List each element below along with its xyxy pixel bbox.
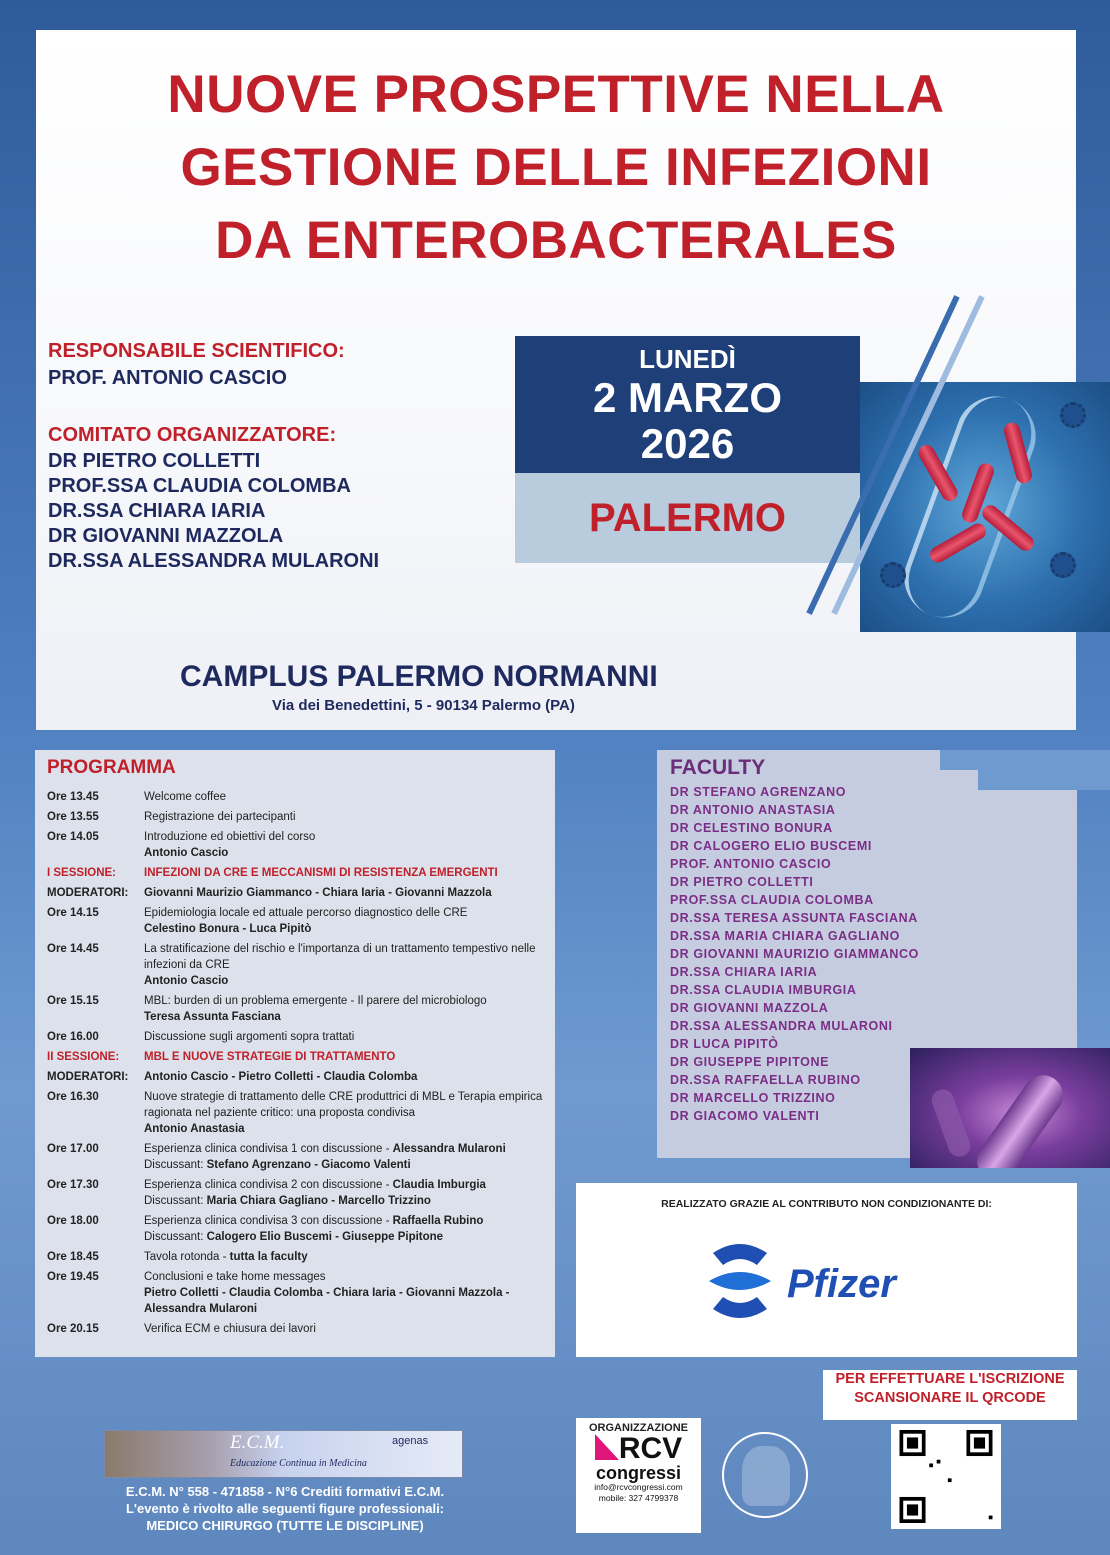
row-text: Giovanni Maurizio Giammanco - Chiara Iaria - Giovanni Mazzola xyxy=(144,887,492,899)
row-speaker: tutta la faculty xyxy=(229,1251,308,1263)
row-time: MODERATORI: xyxy=(47,887,129,899)
comitato-member: DR.SSA ALESSANDRA MULARONI xyxy=(48,550,380,572)
row-text: Conclusioni e take home messages xyxy=(144,1271,326,1283)
rcv-triangle-icon xyxy=(595,1434,619,1460)
city-box: PALERMO xyxy=(515,473,860,563)
row-text: Nuove strategie di trattamento delle CRE produttrici di MBL e Terapia empirica ragionata nel paziente critico: una proposta condivisa xyxy=(144,1091,543,1119)
faculty-member: PROF.SSA CLAUDIA COLOMBA xyxy=(670,893,874,907)
comitato-list xyxy=(48,449,379,574)
row-time: Ore 18.45 xyxy=(47,1251,99,1263)
row-discussant-label: Discussant: xyxy=(144,1159,207,1171)
title-line-2: GESTIONE DELLE INFEZIONI xyxy=(180,138,932,197)
row-time: II SESSIONE: xyxy=(47,1051,120,1063)
faculty-member: DR ANTONIO ANASTASIA xyxy=(670,803,836,817)
programma-row xyxy=(47,941,552,989)
faculty-member: DR.SSA ALESSANDRA MULARONI xyxy=(670,1019,893,1033)
row-time: Ore 14.45 xyxy=(47,943,99,955)
pfizer-logo xyxy=(705,1233,935,1328)
programma-rows xyxy=(47,789,552,1341)
row-speaker: Teresa Assunta Fasciana xyxy=(144,1011,281,1023)
title-line-3: DA ENTEROBACTERALES xyxy=(215,211,897,270)
programma-row xyxy=(47,1249,552,1265)
comitato-member: DR GIOVANNI MAZZOLA xyxy=(48,525,284,547)
comitato-member: PROF.SSA CLAUDIA COLOMBA xyxy=(48,475,351,497)
row-text: Tavola rotonda - xyxy=(144,1251,230,1263)
row-speaker: Alessandra Mularoni xyxy=(392,1143,506,1155)
virus-shape xyxy=(880,562,906,588)
faculty-member: DR MARCELLO TRIZZINO xyxy=(670,1091,836,1105)
date-year: 2026 xyxy=(640,420,735,467)
session-row xyxy=(47,865,552,881)
row-content xyxy=(144,885,552,901)
row-speaker: Celestino Bonura - Luca Pipitò xyxy=(144,923,312,935)
ecm-info xyxy=(70,1483,500,1534)
row-discussant-label: Discussant: xyxy=(144,1195,207,1207)
event-title xyxy=(36,58,1076,277)
row-time: I SESSIONE: xyxy=(47,867,117,879)
qr-code[interactable] xyxy=(891,1424,1001,1529)
ecm-info-line-3: MEDICO CHIRURGO (TUTTE LE DISCIPLINE) xyxy=(146,1518,424,1533)
faculty-member: DR.SSA RAFFAELLA RUBINO xyxy=(670,1073,861,1087)
bacterium-image xyxy=(910,1048,1110,1168)
moderators-row xyxy=(47,1069,552,1085)
programma-row xyxy=(47,1029,552,1045)
comitato-member: DR.SSA CHIARA IARIA xyxy=(48,500,266,522)
seal-figure xyxy=(742,1446,790,1506)
responsabile-name: PROF. ANTONIO CASCIO xyxy=(48,367,287,389)
row-text: Esperienza clinica condivisa 2 con discussione - xyxy=(144,1179,393,1191)
row-speaker: Raffaella Rubino xyxy=(392,1215,484,1227)
organizzazione-mobile: mobile: 327 4799378 xyxy=(598,1493,679,1503)
organizzazione-box xyxy=(576,1418,701,1533)
faculty-member: PROF. ANTONIO CASCIO xyxy=(670,857,832,871)
qr-code-icon xyxy=(897,1430,995,1523)
row-text: MBL: burden di un problema emergente - Il parere del microbiologo xyxy=(144,995,487,1007)
row-text: La stratificazione del rischio e l'importanza di un trattamento tempestivo nelle infezioni da CRE xyxy=(144,943,536,971)
row-content xyxy=(144,865,552,881)
row-speaker: Antonio Cascio xyxy=(144,975,229,987)
row-time: Ore 14.05 xyxy=(47,831,99,843)
programma-row xyxy=(47,789,552,805)
row-text: Introduzione ed obiettivi del corso xyxy=(144,831,316,843)
row-text: MBL E NUOVE STRATEGIE DI TRATTAMENTO xyxy=(144,1051,396,1063)
programma-row xyxy=(47,905,552,937)
rcv-logo xyxy=(576,1434,701,1464)
faculty-member: DR GIOVANNI MAURIZIO GIAMMANCO xyxy=(670,947,920,961)
row-text: Epidemiologia locale ed attuale percorso diagnostico delle CRE xyxy=(144,907,468,919)
row-discussants: Calogero Elio Buscemi - Giuseppe Pipitone xyxy=(206,1231,444,1243)
row-discussants: Maria Chiara Gagliano - Marcello Trizzino xyxy=(206,1195,431,1207)
row-time: Ore 17.00 xyxy=(47,1143,99,1155)
programma-row xyxy=(47,1321,552,1337)
faculty-member: DR GIUSEPPE PIPITONE xyxy=(670,1055,830,1069)
registration-line-1: PER EFFETTUARE L'ISCRIZIONE xyxy=(835,1371,1065,1387)
row-text: Esperienza clinica condivisa 3 con discussione - xyxy=(144,1215,393,1227)
programma-row xyxy=(47,1089,552,1137)
row-speaker: Antonio Anastasia xyxy=(144,1123,245,1135)
faculty-list xyxy=(670,783,919,1125)
row-text: Discussione sugli argomenti sopra trattati xyxy=(144,1031,355,1043)
programma-row xyxy=(47,809,552,825)
programma-row xyxy=(47,993,552,1025)
ecm-info-line-1: E.C.M. N° 558 - 471858 - N°6 Crediti formativi E.C.M. xyxy=(125,1484,445,1499)
ecm-logo-title: E.C.M. xyxy=(230,1432,285,1453)
row-time: MODERATORI: xyxy=(47,1071,129,1083)
row-content xyxy=(144,1141,552,1173)
agenas-logo: agenas xyxy=(392,1435,429,1447)
session-row xyxy=(47,1049,552,1065)
row-content xyxy=(144,941,552,989)
row-time: Ore 20.15 xyxy=(47,1323,99,1335)
faculty-member: DR CALOGERO ELIO BUSCEMI xyxy=(670,839,872,853)
row-content xyxy=(144,809,552,825)
faculty-member: DR LUCA PIPITÒ xyxy=(670,1037,779,1051)
title-line-1: NUOVE PROSPETTIVE NELLA xyxy=(167,65,945,124)
responsabile-label: RESPONSABILE SCIENTIFICO: xyxy=(48,340,345,362)
registration-line-2: SCANSIONARE IL QRCODE xyxy=(854,1390,1046,1406)
faculty-panel-step xyxy=(978,770,1110,790)
row-content xyxy=(144,993,552,1025)
faculty-member: DR GIOVANNI MAZZOLA xyxy=(670,1001,829,1015)
row-time: Ore 18.00 xyxy=(47,1215,99,1227)
programma-title: PROGRAMMA xyxy=(47,757,176,778)
row-content xyxy=(144,1089,552,1137)
row-text: Welcome coffee xyxy=(144,791,227,803)
organizzazione-label: ORGANIZZAZIONE xyxy=(589,1422,688,1434)
date-box xyxy=(515,336,860,473)
faculty-member: DR.SSA TERESA ASSUNTA FASCIANA xyxy=(670,911,918,925)
ecm-info-line-2: L'evento è rivolto alle seguenti figure professionali: xyxy=(125,1501,445,1516)
row-time: Ore 16.30 xyxy=(47,1091,99,1103)
sponsor-text: REALIZZATO GRAZIE AL CONTRIBUTO NON CONDIZIONANTE DI: xyxy=(661,1198,992,1210)
row-speaker: Claudia Imburgia xyxy=(392,1179,486,1191)
row-text: Esperienza clinica condivisa 1 con discussione - xyxy=(144,1143,393,1155)
row-text: INFEZIONI DA CRE E MECCANISMI DI RESISTENZA EMERGENTI xyxy=(144,867,498,879)
faculty-title: FACULTY xyxy=(670,756,766,779)
row-content xyxy=(144,1029,552,1045)
organizzazione-email[interactable]: info@rcvcongressi.com xyxy=(594,1482,683,1492)
row-time: Ore 15.15 xyxy=(47,995,99,1007)
rcv-logo-text: RCV xyxy=(618,1432,683,1465)
faculty-member: DR.SSA CLAUDIA IMBURGIA xyxy=(670,983,857,997)
row-content xyxy=(144,1213,552,1245)
organizzazione-contact xyxy=(576,1482,701,1504)
faculty-member: DR.SSA MARIA CHIARA GAGLIANO xyxy=(670,929,900,943)
comitato-label: COMITATO ORGANIZZATORE: xyxy=(48,424,337,446)
faculty-member: DR.SSA CHIARA IARIA xyxy=(670,965,818,979)
faculty-panel-step xyxy=(940,750,1110,770)
row-content xyxy=(144,1269,552,1317)
faculty-member: DR GIACOMO VALENTI xyxy=(670,1109,820,1123)
row-time: Ore 16.00 xyxy=(47,1031,99,1043)
ecm-logo-subtitle: Educazione Continua in Medicina xyxy=(230,1458,367,1469)
faculty-member: DR STEFANO AGRENZANO xyxy=(670,785,847,799)
row-time: Ore 17.30 xyxy=(47,1179,99,1191)
programma-row xyxy=(47,829,552,861)
date-main: 2 MARZO xyxy=(593,374,782,421)
registration-box xyxy=(823,1370,1077,1420)
row-discussant-label: Discussant: xyxy=(144,1231,207,1243)
programma-row xyxy=(47,1213,552,1245)
university-seal-icon xyxy=(722,1432,808,1518)
row-time: Ore 14.15 xyxy=(47,907,99,919)
pfizer-mark-icon xyxy=(705,1233,935,1328)
row-content xyxy=(144,1249,552,1265)
rcv-congressi-text: congressi xyxy=(595,1463,682,1483)
date-day: LUNEDÌ xyxy=(639,344,736,374)
bacterium-shape xyxy=(969,1067,1071,1168)
row-content xyxy=(144,905,552,937)
moderators-row xyxy=(47,885,552,901)
row-content xyxy=(144,1177,552,1209)
pfizer-wordmark: Pfizer xyxy=(787,1262,896,1306)
row-text: Registrazione dei partecipanti xyxy=(144,811,296,823)
row-time: Ore 19.45 xyxy=(47,1271,99,1283)
row-time: Ore 13.45 xyxy=(47,791,99,803)
row-discussants: Stefano Agrenzano - Giacomo Valenti xyxy=(206,1159,411,1171)
programma-row xyxy=(47,1269,552,1317)
row-content xyxy=(144,1049,552,1065)
row-content xyxy=(144,789,552,805)
faculty-member: DR PIETRO COLLETTI xyxy=(670,875,814,889)
programma-row xyxy=(47,1177,552,1209)
virus-shape xyxy=(1050,552,1076,578)
bacterium-shape xyxy=(929,1086,974,1159)
faculty-member: DR CELESTINO BONURA xyxy=(670,821,833,835)
row-speaker: Antonio Cascio xyxy=(144,847,229,859)
row-speaker: Pietro Colletti - Claudia Colomba - Chiara Iaria - Giovanni Mazzola - Alessandra Mularoni xyxy=(144,1287,510,1315)
venue-address: Via dei Benedettini, 5 - 90134 Palermo (PA) xyxy=(272,697,575,714)
row-content xyxy=(144,1321,552,1337)
row-text: Verifica ECM e chiusura dei lavori xyxy=(144,1323,316,1335)
programma-row xyxy=(47,1141,552,1173)
row-content xyxy=(144,1069,552,1085)
row-content xyxy=(144,829,552,861)
virus-shape xyxy=(1060,402,1086,428)
row-time: Ore 13.55 xyxy=(47,811,99,823)
venue-name: CAMPLUS PALERMO NORMANNI xyxy=(180,660,658,693)
row-text: Antonio Cascio - Pietro Colletti - Claudia Colomba xyxy=(144,1071,418,1083)
comitato-member: DR PIETRO COLLETTI xyxy=(48,450,261,472)
